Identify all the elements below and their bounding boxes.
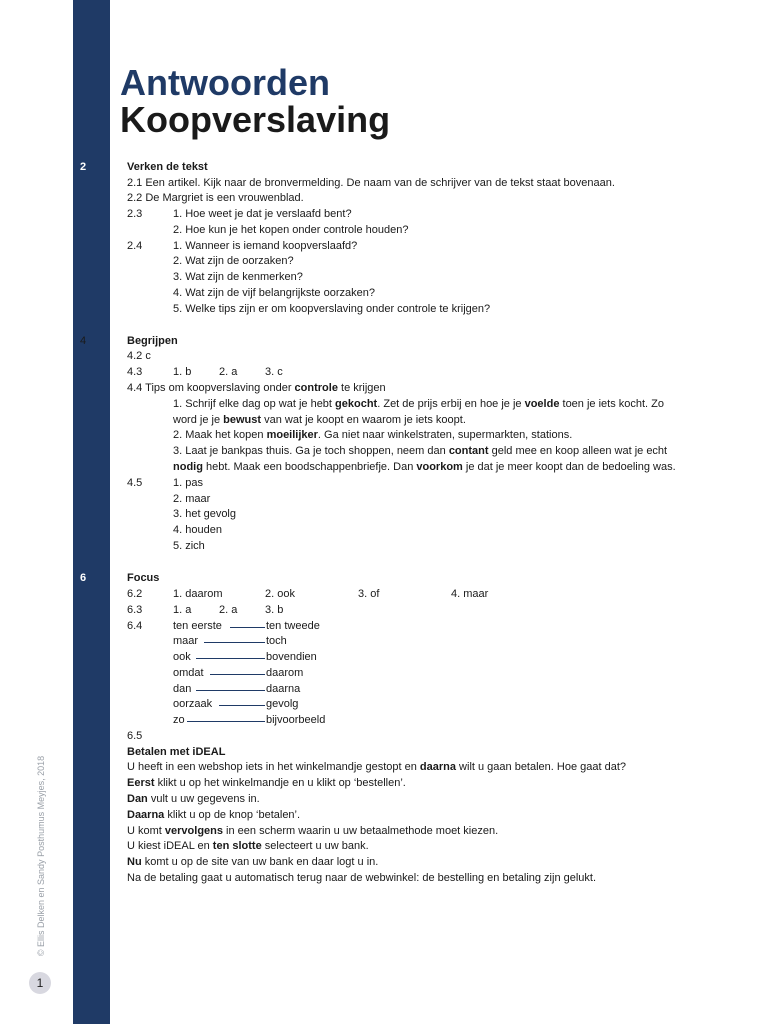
- answer-item: 2. maar: [173, 493, 211, 505]
- answer-item: 1. Hoe weet je dat je verslaafd bent?: [173, 208, 352, 220]
- match-right-word: daarom: [266, 667, 304, 679]
- match-connector-line: [196, 690, 265, 691]
- answer-item: 2. a: [219, 366, 238, 378]
- match-right-word: gevolg: [266, 698, 299, 710]
- match-left-word: ook: [173, 651, 191, 663]
- copyright-notice: © Ellis Delken en Sandy Posthumus Meyjes, 2018: [36, 755, 46, 957]
- match-connector-line: [210, 674, 265, 675]
- question-label: 4.3: [127, 366, 143, 378]
- section-heading: Focus: [127, 572, 160, 584]
- answer-item: 1. b: [173, 366, 192, 378]
- section-heading: Begrijpen: [127, 335, 178, 347]
- match-connector-line: [204, 642, 265, 643]
- tip-line: 2. Maak het kopen moeilijker. Ga niet naar winkelstraten, supermarkten, stations.: [173, 429, 573, 441]
- question-label: 2.3: [127, 208, 143, 220]
- tip-line: 3. Laat je bankpas thuis. Ga je toch shoppen, neem dan contant geld mee en koop alleen wat je echt: [173, 445, 668, 457]
- answer-item: 2. ook: [265, 588, 295, 600]
- answer-line: 4.2 c: [127, 350, 151, 362]
- answer-line: Daarna klikt u op de knop ‘betalen’.: [127, 809, 301, 821]
- answer-line: U komt vervolgens in een scherm waarin u uw betaalmethode moet kiezen.: [127, 825, 499, 837]
- side-bar: [73, 0, 110, 1024]
- match-right-word: bijvoorbeeld: [266, 714, 326, 726]
- answer-item: 1. a: [173, 604, 192, 616]
- match-left-word: omdat: [173, 667, 204, 679]
- answer-item: 2. Hoe kun je het kopen onder controle houden?: [173, 224, 409, 236]
- match-left-word: ten eerste: [173, 620, 222, 632]
- answer-line: 2.2 De Margriet is een vrouwenblad.: [127, 192, 304, 204]
- section-heading: Verken de tekst: [127, 161, 208, 173]
- match-connector-line: [230, 627, 265, 628]
- answer-item: 3. b: [265, 604, 284, 616]
- question-label: 4.5: [127, 477, 143, 489]
- answer-item: 3. c: [265, 366, 283, 378]
- match-connector-line: [219, 705, 265, 706]
- match-left-word: oorzaak: [173, 698, 213, 710]
- answer-item: 2. Wat zijn de oorzaken?: [173, 255, 294, 267]
- match-connector-line: [187, 721, 265, 722]
- question-label: 6.4: [127, 620, 143, 632]
- question-label: 2.4: [127, 240, 143, 252]
- answer-line: U heeft in een webshop iets in het winkelmandje gestopt en daarna wilt u gaan betalen. Hoe gaat dat?: [127, 761, 627, 773]
- page-title: Antwoorden: [120, 62, 330, 103]
- section-number-2: 2: [80, 161, 87, 173]
- answer-item: 3. het gevolg: [173, 508, 236, 520]
- section-number-4: 4: [80, 335, 87, 347]
- answer-item: 4. maar: [451, 588, 489, 600]
- page-subtitle: Koopverslaving: [120, 99, 391, 140]
- answer-item: 1. daarom: [173, 588, 223, 600]
- answer-line: U kiest iDEAL en ten slotte selecteert u uw bank.: [127, 840, 369, 852]
- answer-item: 1. Wanneer is iemand koopverslaafd?: [173, 240, 358, 252]
- tip-line: 1. Schrijf elke dag op wat je hebt gekocht. Zet de prijs erbij en hoe je je voelde toen je iets kocht. Zo: [173, 398, 665, 410]
- answer-item: 5. zich: [173, 540, 205, 552]
- question-label: 6.3: [127, 604, 143, 616]
- match-connector-line: [196, 658, 265, 659]
- section-number-6: 6: [80, 572, 87, 584]
- tip-line: nodig hebt. Maak een boodschappenbriefje. Dan voorkom je dat je meer koopt dan de bedoeling was.: [173, 461, 676, 473]
- answer-item: 1. pas: [173, 477, 203, 489]
- answer-line: 4.4 Tips om koopverslaving onder controle te krijgen: [127, 382, 386, 394]
- answer-item: 3. of: [358, 588, 380, 600]
- answer-item: 4. Wat zijn de vijf belangrijkste oorzaken?: [173, 287, 375, 299]
- match-right-word: daarna: [266, 683, 301, 695]
- answer-item: 5. Welke tips zijn er om koopverslaving onder controle te krijgen?: [173, 303, 491, 315]
- page-number: 1: [29, 972, 51, 994]
- match-left-word: maar: [173, 635, 199, 647]
- answer-line: Nu komt u op de site van uw bank en daar logt u in.: [127, 856, 379, 868]
- answer-line: Na de betaling gaat u automatisch terug naar de webwinkel: de bestelling en betaling zijn gelukt.: [127, 872, 597, 884]
- match-right-word: ten tweede: [266, 620, 320, 632]
- answer-item: 2. a: [219, 604, 238, 616]
- match-right-word: bovendien: [266, 651, 317, 663]
- answer-item: 3. Wat zijn de kenmerken?: [173, 271, 303, 283]
- match-left-word: dan: [173, 683, 192, 695]
- answer-item: 4. houden: [173, 524, 222, 536]
- match-right-word: toch: [266, 635, 287, 647]
- match-left-word: zo: [173, 714, 185, 726]
- answer-line: Eerst klikt u op het winkelmandje en u klikt op ‘bestellen’.: [127, 777, 406, 789]
- answer-line: 2.1 Een artikel. Kijk naar de bronvermelding. De naam van de schrijver van de tekst staat bovenaan.: [127, 177, 615, 189]
- subheading: Betalen met iDEAL: [127, 746, 226, 758]
- answer-line: Dan vult u uw gegevens in.: [127, 793, 260, 805]
- question-label: 6.2: [127, 588, 143, 600]
- tip-line: word je je bewust van wat je koopt en waarom je iets koopt.: [173, 414, 466, 426]
- question-label: 6.5: [127, 730, 143, 742]
